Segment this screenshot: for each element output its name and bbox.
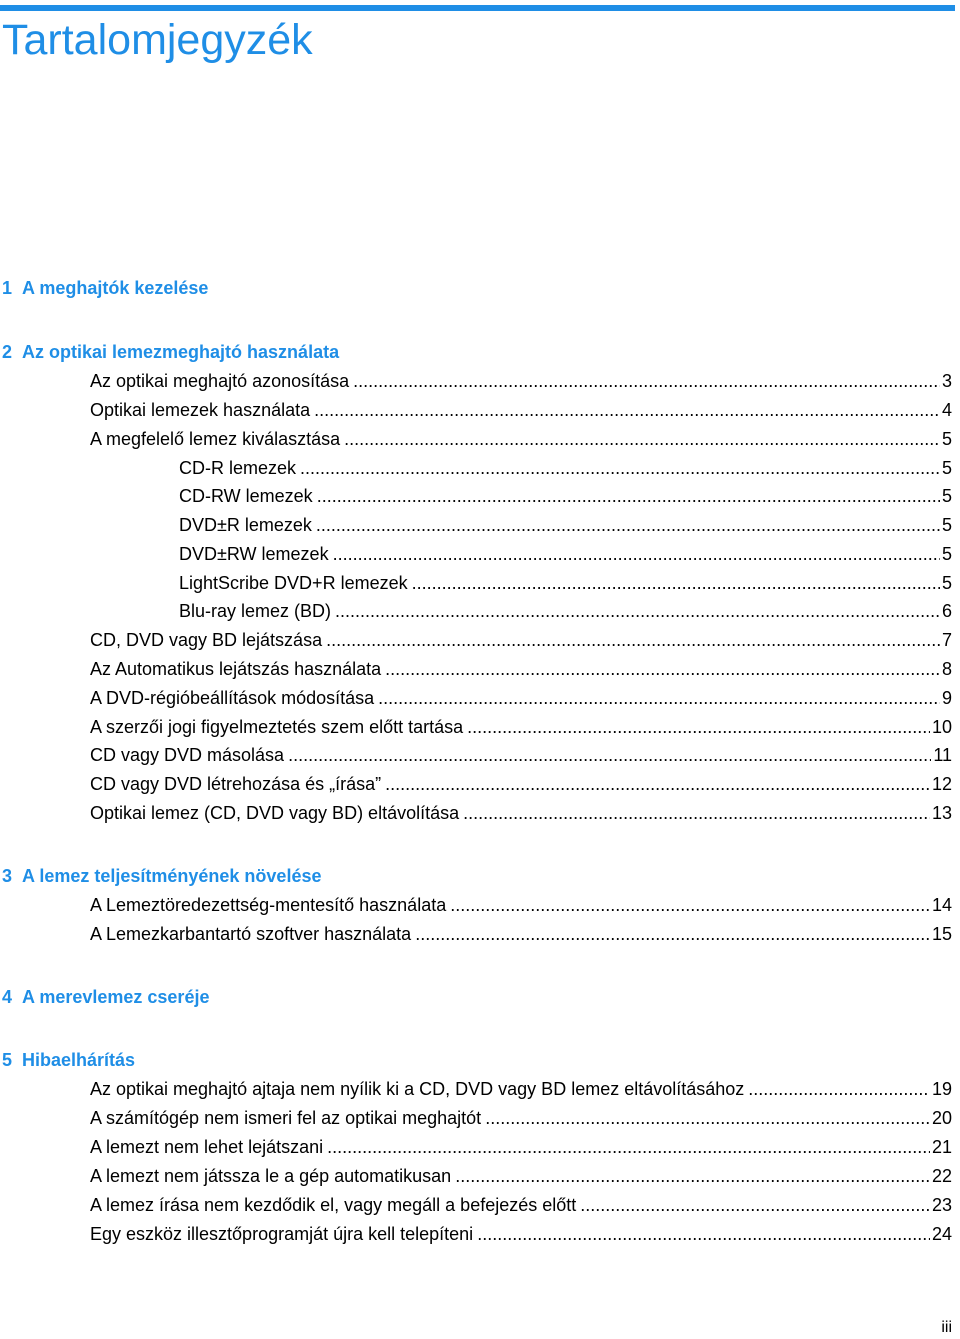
entry-page: 5 <box>941 515 952 535</box>
entry-page: 14 <box>931 895 952 915</box>
entry-title: DVD±R lemezek <box>179 515 312 535</box>
toc-chapter-4[interactable] <box>2 985 209 1009</box>
entry-page: 5 <box>941 573 952 593</box>
entry-page: 23 <box>931 1195 952 1215</box>
chapter-number: 5 <box>2 1050 13 1070</box>
entry-title: A lemezt nem lehet lejátszani <box>90 1137 324 1157</box>
toc-entry[interactable] <box>179 513 952 537</box>
toc-chapter-5[interactable] <box>2 1048 135 1072</box>
dot-leader <box>378 686 940 710</box>
toc-chapter-1[interactable] <box>2 276 208 300</box>
dot-leader <box>317 484 940 508</box>
dot-leader <box>415 922 930 946</box>
entry-page: 24 <box>931 1224 952 1244</box>
page-title: Tartalomjegyzék <box>2 16 313 64</box>
dot-leader <box>353 369 940 393</box>
toc-entry[interactable] <box>90 427 952 451</box>
entry-title: CD-R lemezek <box>179 458 297 478</box>
entry-title: A Lemeztöredezettség-mentesítő használata <box>90 895 447 915</box>
chapter-title: A lemez teljesítményének növelése <box>22 866 322 886</box>
chapter-title: A meghajtók kezelése <box>22 278 209 298</box>
chapter-title: Hibaelhárítás <box>22 1050 136 1070</box>
dot-leader <box>467 715 930 739</box>
dot-leader <box>485 1106 930 1130</box>
toc-entry[interactable] <box>90 743 952 767</box>
toc-entry[interactable] <box>90 801 952 825</box>
toc-chapter-2[interactable] <box>2 340 339 364</box>
entry-title: CD vagy DVD másolása <box>90 745 285 765</box>
toc-entry[interactable] <box>179 571 952 595</box>
toc-entry[interactable] <box>179 456 952 480</box>
entry-page: 9 <box>941 688 952 708</box>
chapter-number: 4 <box>2 987 13 1007</box>
dot-leader <box>412 571 940 595</box>
dot-leader <box>385 657 940 681</box>
chapter-number: 2 <box>2 342 13 362</box>
toc-entry[interactable] <box>90 1077 952 1101</box>
page-number: iii <box>941 1319 952 1336</box>
entry-page: 7 <box>941 630 952 650</box>
toc-entry[interactable] <box>90 686 952 710</box>
entry-title: CD, DVD vagy BD lejátszása <box>90 630 323 650</box>
entry-page: 10 <box>931 717 952 737</box>
entry-title: A lemezt nem játssza le a gép automatikusan <box>90 1166 452 1186</box>
entry-page: 15 <box>931 924 952 944</box>
toc-entry[interactable] <box>90 715 952 739</box>
entry-title: Blu-ray lemez (BD) <box>179 601 332 621</box>
entry-page: 21 <box>931 1137 952 1157</box>
chapter-number: 1 <box>2 278 13 298</box>
entry-title: A megfelelő lemez kiválasztása <box>90 429 341 449</box>
dot-leader <box>335 599 940 623</box>
entry-page: 22 <box>931 1166 952 1186</box>
entry-page: 19 <box>931 1079 952 1099</box>
toc-entry[interactable] <box>90 1193 952 1217</box>
dot-leader <box>300 456 940 480</box>
toc-entry[interactable] <box>90 398 952 422</box>
entry-title: Optikai lemezek használata <box>90 400 311 420</box>
entry-title: CD-RW lemezek <box>179 486 313 506</box>
entry-title: CD vagy DVD létrehozása és „írása” <box>90 774 382 794</box>
dot-leader <box>463 801 930 825</box>
entry-page: 11 <box>933 745 952 765</box>
toc-entry[interactable] <box>90 1135 952 1159</box>
entry-page: 8 <box>941 659 952 679</box>
entry-page: 13 <box>931 803 952 823</box>
entry-page: 12 <box>931 774 952 794</box>
toc-entry[interactable] <box>90 922 952 946</box>
toc-entry[interactable] <box>90 628 952 652</box>
dot-leader <box>455 1164 930 1188</box>
entry-page: 5 <box>941 458 952 478</box>
toc-entry[interactable] <box>90 772 952 796</box>
chapter-title: Az optikai lemezmeghajtó használata <box>22 342 340 362</box>
dot-leader <box>385 772 930 796</box>
entry-title: Egy eszköz illesztőprogramját újra kell telepíteni <box>90 1224 474 1244</box>
dot-leader <box>580 1193 930 1217</box>
dot-leader <box>344 427 940 451</box>
chapter-title: A merevlemez cseréje <box>22 987 210 1007</box>
dot-leader <box>748 1077 930 1101</box>
chapter-number: 3 <box>2 866 13 886</box>
entry-title: Optikai lemez (CD, DVD vagy BD) eltávolítása <box>90 803 460 823</box>
toc-entry[interactable] <box>90 1106 952 1130</box>
entry-title: DVD±RW lemezek <box>179 544 329 564</box>
dot-leader <box>450 893 930 917</box>
entry-page: 4 <box>941 400 952 420</box>
entry-title: A szerzői jogi figyelmeztetés szem előtt tartása <box>90 717 464 737</box>
dot-leader <box>288 743 931 767</box>
dot-leader <box>327 1135 930 1159</box>
entry-title: LightScribe DVD+R lemezek <box>179 573 408 593</box>
entry-title: A DVD-régióbeállítások módosítása <box>90 688 375 708</box>
entry-title: Az Automatikus lejátszás használata <box>90 659 382 679</box>
dot-leader <box>316 513 940 537</box>
dot-leader <box>333 542 940 566</box>
entry-title: A számítógép nem ismeri fel az optikai meghajtót <box>90 1108 482 1128</box>
entry-page: 20 <box>931 1108 952 1128</box>
toc-entry[interactable] <box>90 369 952 393</box>
toc-entry[interactable] <box>90 1164 952 1188</box>
entry-page: 5 <box>941 486 952 506</box>
toc-entry[interactable] <box>90 1222 952 1246</box>
toc-entry[interactable] <box>179 542 952 566</box>
entry-page: 3 <box>941 371 952 391</box>
entry-title: A Lemezkarbantartó szoftver használata <box>90 924 412 944</box>
entry-title: Az optikai meghajtó ajtaja nem nyílik ki a CD, DVD vagy BD lemez eltávolításához <box>90 1079 745 1099</box>
entry-title: Az optikai meghajtó azonosítása <box>90 371 350 391</box>
toc-chapter-3[interactable] <box>2 864 321 888</box>
entry-page: 5 <box>941 429 952 449</box>
dot-leader <box>477 1222 930 1246</box>
toc-entry[interactable] <box>179 599 952 623</box>
toc-entry[interactable] <box>90 657 952 681</box>
dot-leader <box>314 398 940 422</box>
toc-entry[interactable] <box>90 893 952 917</box>
entry-page: 6 <box>941 601 952 621</box>
entry-title: A lemez írása nem kezdődik el, vagy megáll a befejezés előtt <box>90 1195 577 1215</box>
toc-entry[interactable] <box>179 484 952 508</box>
dot-leader <box>326 628 940 652</box>
entry-page: 5 <box>941 544 952 564</box>
